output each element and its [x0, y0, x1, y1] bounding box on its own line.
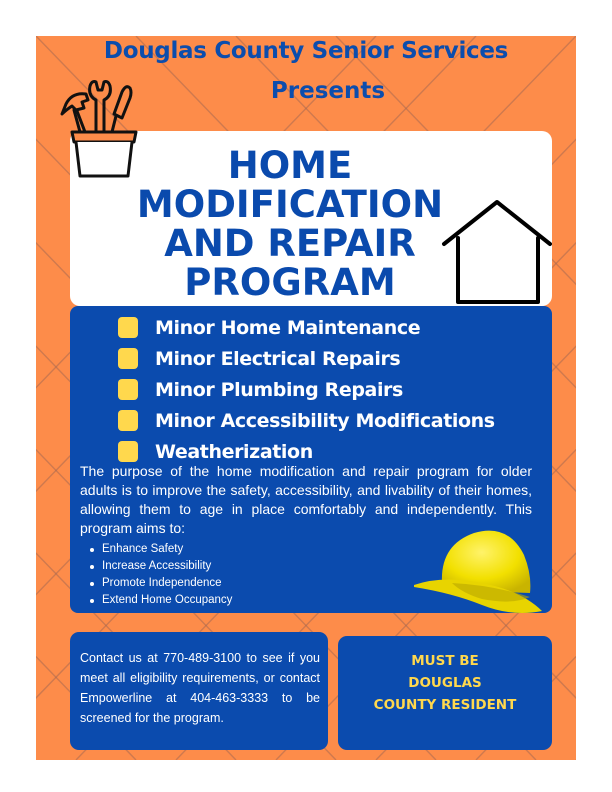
service-item	[118, 374, 495, 405]
purpose-paragraph: The purpose of the home modification and repair program for older adults is to improve the safety, accessibility, and livability of their homes, allowing them to age in place comfortably and independently. This program aims to:	[80, 463, 532, 536]
organization-title: Douglas County Senior Services	[103, 38, 509, 64]
service-label: Minor Electrical Repairs	[155, 347, 401, 370]
service-item	[118, 405, 495, 436]
aim-item: Extend Home Occupancy	[88, 592, 232, 609]
contact-info: Contact us at 770-489-3100 to see if you meet all eligibility requirements, or contact Empowerline at 404-463-3333 to be screened for the program.	[80, 651, 320, 725]
square-bullet-icon	[118, 348, 138, 369]
house-icon	[440, 198, 552, 308]
aim-item: Enhance Safety	[88, 541, 232, 558]
headline-line: MODIFICATION	[136, 183, 444, 226]
toolbox-icon	[52, 70, 142, 180]
service-label: Minor Accessibility Modifications	[155, 409, 495, 432]
residency-line: MUST BE	[411, 653, 479, 669]
hard-hat-icon	[412, 525, 544, 615]
headline-line: PROGRAM	[184, 261, 396, 304]
headline-line: AND REPAIR	[164, 222, 416, 265]
aim-item: Promote Independence	[88, 575, 232, 592]
aim-item: Increase Accessibility	[88, 558, 232, 575]
aims-list	[88, 541, 232, 609]
service-item	[118, 343, 495, 374]
service-label: Minor Home Maintenance	[155, 316, 421, 339]
presents-label: Presents	[270, 78, 386, 104]
square-bullet-icon	[118, 379, 138, 400]
service-label: Minor Plumbing Repairs	[155, 378, 403, 401]
square-bullet-icon	[118, 410, 138, 431]
residency-line: DOUGLAS	[408, 675, 482, 691]
square-bullet-icon	[118, 317, 138, 338]
residency-line: COUNTY RESIDENT	[373, 697, 517, 713]
residency-requirement	[338, 650, 552, 716]
service-label: Weatherization	[155, 440, 313, 463]
headline-line: HOME	[227, 144, 353, 187]
service-item	[118, 312, 495, 343]
square-bullet-icon	[118, 441, 138, 462]
services-list	[118, 312, 495, 467]
